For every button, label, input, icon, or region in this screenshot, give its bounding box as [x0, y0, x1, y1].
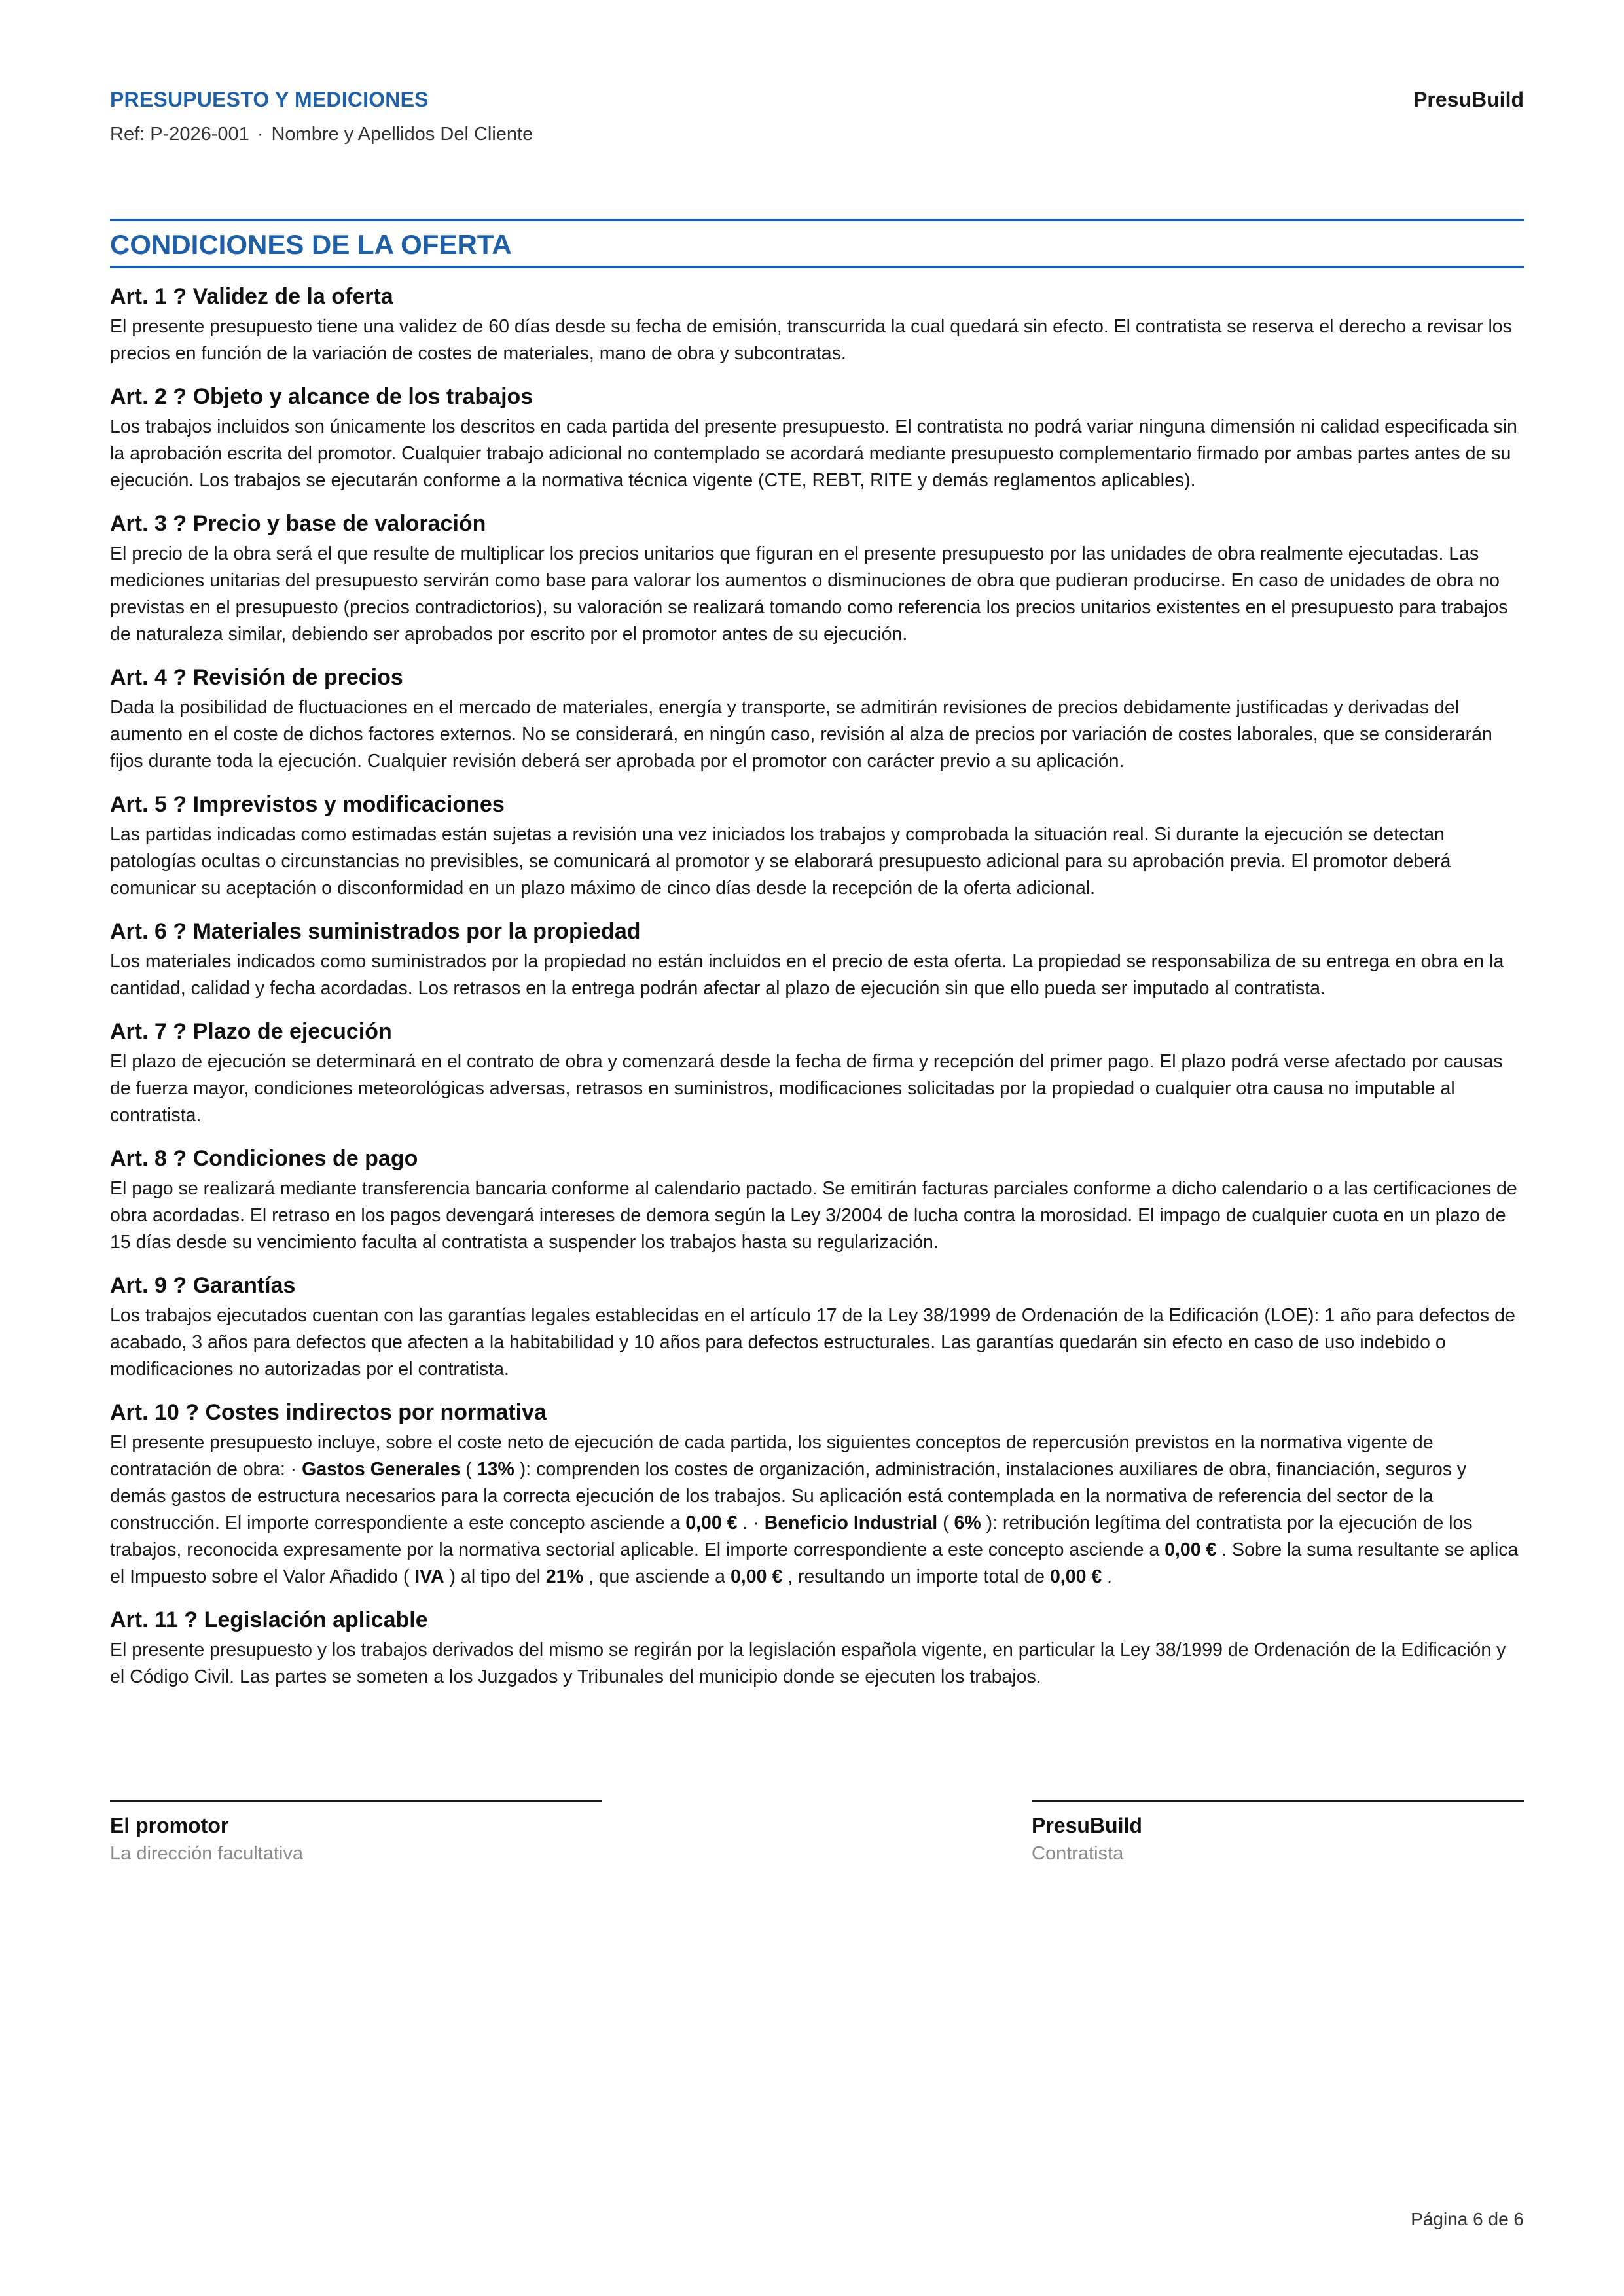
- page-number: Página 6 de 6: [1411, 2209, 1524, 2229]
- signature-contratista: [1032, 1800, 1524, 1865]
- text-segment: ) al tipo del: [444, 1566, 546, 1587]
- article-title: Art. 2 ? Objeto y alcance de los trabajos: [110, 384, 533, 409]
- article-body: El plazo de ejecución se determinará en el contrato de obra y comenzará desde la fecha de firma y recepción del primer pago. El plazo podrá verse afectado por causas de fuerza mayor, condiciones meteorológicas adversas, retrasos en suministros, modificaciones solicitadas por la propiedad o cualquier otra causa no imputable al contratista.: [110, 1051, 1503, 1126]
- client-name: Nombre y Apellidos Del Cliente: [271, 124, 533, 145]
- beneficio-industrial-percentage: 6%: [954, 1513, 981, 1534]
- signature-block: [110, 1800, 1524, 1878]
- document-title: PRESUPUESTO Y MEDICIONES: [110, 88, 429, 111]
- signature-line: [1032, 1800, 1524, 1802]
- total-amount: 0,00 €: [1049, 1566, 1102, 1587]
- iva-label: IVA: [414, 1566, 444, 1587]
- signature-name: PresuBuild: [1032, 1814, 1142, 1837]
- beneficio-industrial-amount: 0,00 €: [1164, 1539, 1217, 1560]
- text-segment: (: [460, 1459, 477, 1480]
- article-title: Art. 3 ? Precio y base de valoración: [110, 511, 486, 536]
- gastos-generales-amount: 0,00 €: [685, 1513, 738, 1534]
- article-10: [110, 1400, 1524, 1590]
- text-segment: . Sobre la suma resultante se aplica el Impuesto sobre el Valor Añadido (: [110, 1539, 1519, 1587]
- article-7: [110, 1019, 1524, 1129]
- article-body: Dada la posibilidad de fluctuaciones en el mercado de materiales, energía y transporte, se admitirán revisiones de precios debidamente justificadas y derivadas del aumento en el coste de dichos factores externos. No se considerará, en ningún caso, revisión al alza de precios por variación de costes laborales, que se considerarán fijos durante toda la ejecución. Cualquier revisión deberá ser aprobada por el promotor con carácter previo a su aplicación.: [110, 697, 1492, 772]
- article-body: El precio de la obra será el que resulte de multiplicar los precios unitarios que figuran en el presente presupuesto por las unidades de obra realmente ejecutadas. Las mediciones unitarias del presupuesto servirán como base para valorar los aumentos o disminuciones de obra que pudieran producirse. En caso de unidades de obra no previstas en el presupuesto (precios contradictorios), su valoración se realizará tomando como referencia los precios unitarios existentes en el presupuesto para trabajos de naturaleza similar, debiendo ser aprobados por escrito por el promotor antes de su ejecución.: [110, 543, 1508, 645]
- article-body: Las partidas indicadas como estimadas están sujetas a revisión una vez iniciados los trabajos y comprobada la situación real. Si durante la ejecución se detectan patologías ocultas o circunstancias no previsibles, se comunicará al promotor y se elaborará presupuesto adicional para su aprobación previa. El promotor deberá comunicar su aceptación o disconformidad en un plazo máximo de cinco días desde la recepción de la oferta adicional.: [110, 824, 1451, 899]
- article-8: [110, 1146, 1524, 1256]
- text-segment: , resultando un importe total de: [782, 1566, 1050, 1587]
- section-title: CONDICIONES DE LA OFERTA: [110, 219, 1524, 268]
- brand-name: PresuBuild: [1413, 88, 1524, 111]
- text-segment: .: [1102, 1566, 1113, 1587]
- article-title: Art. 10 ? Costes indirectos por normativa: [110, 1400, 547, 1425]
- gastos-generales-label: Gastos Generales: [302, 1459, 461, 1480]
- reference-line: [110, 124, 1524, 145]
- article-5: [110, 792, 1524, 902]
- article-4: [110, 665, 1524, 775]
- article-title: Art. 9 ? Garantías: [110, 1273, 296, 1298]
- article-2: [110, 384, 1524, 494]
- article-title: Art. 11 ? Legislación aplicable: [110, 1607, 428, 1632]
- article-title: Art. 4 ? Revisión de precios: [110, 665, 403, 690]
- article-body: El presente presupuesto tiene una validez de 60 días desde su fecha de emisión, transcurrida la cual quedará sin efecto. El contratista se reserva el derecho a revisar los precios en función de la variación de costes de materiales, mano de obra y subcontratas.: [110, 316, 1512, 364]
- signature-role: La dirección facultativa: [110, 1843, 303, 1864]
- article-9: [110, 1273, 1524, 1383]
- text-segment: El presente presupuesto incluye, sobre el coste neto de ejecución de cada partida, los siguientes conceptos de repercusión previstos en la normativa vigente de contratación de obra: ·: [110, 1432, 1434, 1480]
- iva-percentage: 21%: [545, 1566, 583, 1587]
- article-title: Art. 6 ? Materiales suministrados por la propiedad: [110, 919, 641, 944]
- signature-promotor: [110, 1800, 602, 1865]
- article-body: El presente presupuesto y los trabajos derivados del mismo se regirán por la legislación española vigente, en particular la Ley 38/1999 de Ordenación de la Edificación y el Código Civil. Las partes se someten a los Juzgados y Tribunales del municipio donde se ejecuten los trabajos.: [110, 1640, 1506, 1687]
- signature-role: Contratista: [1032, 1843, 1124, 1864]
- beneficio-industrial-label: Beneficio Industrial: [764, 1513, 938, 1534]
- page-header: [110, 88, 1524, 145]
- text-segment: . ·: [737, 1513, 765, 1534]
- article-body: El pago se realizará mediante transferencia bancaria conforme al calendario pactado. Se emitirán facturas parciales conforme a dicho calendario o a las certificaciones de obra acordadas. El retraso en los pagos devengará intereses de demora según la Ley 3/2004 de lucha contra la morosidad. El impago de cualquier cuota en un plazo de 15 días desde su vencimiento faculta al contratista a suspender los trabajos hasta su regularización.: [110, 1178, 1517, 1253]
- signature-name: El promotor: [110, 1814, 229, 1837]
- text-segment: ): comprenden los costes de organización, administración, instalaciones auxiliares de obra, financiación, seguros y demás gastos de estructura necesarios para la correcta ejecución de los trabajos. Su aplicación está contemplada en la normativa de referencia del sector de la construcción. El importe correspondiente a este concepto asciende a: [110, 1459, 1467, 1534]
- separator: ·: [257, 124, 264, 145]
- article-3: [110, 511, 1524, 648]
- article-body: Los trabajos ejecutados cuentan con las garantías legales establecidas en el artículo 17 de la Ley 38/1999 de Ordenación de la Edificación (LOE): 1 año para defectos de acabado, 3 años para defectos que afecten a la habitabilidad y 10 años para defectos estructurales. Las garantías quedarán sin efecto en caso de uso indebido o modificaciones no autorizadas por el contratista.: [110, 1305, 1515, 1380]
- text-segment: ): retribución legítima del contratista por la ejecución de los trabajos, reconocida expresamente por la normativa sectorial aplicable. El importe correspondiente a este concepto asciende a: [110, 1513, 1473, 1560]
- gastos-generales-percentage: 13%: [477, 1459, 514, 1480]
- article-body: [110, 1429, 1524, 1590]
- article-body: Los materiales indicados como suministrados por la propiedad no están incluidos en el precio de esta oferta. La propiedad se responsabiliza de su entrega en obra en la cantidad, calidad y fecha acordadas. Los retrasos en la entrega podrán afectar al plazo de ejecución sin que ello pueda ser imputado al contratista.: [110, 951, 1504, 999]
- article-title: Art. 1 ? Validez de la oferta: [110, 284, 393, 309]
- article-title: Art. 5 ? Imprevistos y modificaciones: [110, 792, 505, 817]
- article-body: Los trabajos incluidos son únicamente los descritos en cada partida del presente presupuesto. El contratista no podrá variar ninguna dimensión ni calidad especificada sin la aprobación escrita del promotor. Cualquier trabajo adicional no contemplado se acordará mediante presupuesto complementario firmado por ambas partes antes de su ejecución. Los trabajos se ejecutarán conforme a la normativa técnica vigente (CTE, REBT, RITE y demás reglamentos aplicables).: [110, 416, 1517, 491]
- text-segment: (: [937, 1513, 954, 1534]
- article-1: [110, 284, 1524, 367]
- reference-number: Ref: P-2026-001: [110, 124, 249, 145]
- signature-line: [110, 1800, 602, 1802]
- iva-amount: 0,00 €: [730, 1566, 783, 1587]
- articles-list: [110, 284, 1524, 1708]
- article-title: Art. 8 ? Condiciones de pago: [110, 1146, 418, 1171]
- text-segment: , que asciende a: [583, 1566, 731, 1587]
- article-6: [110, 919, 1524, 1002]
- article-title: Art. 7 ? Plazo de ejecución: [110, 1019, 392, 1044]
- article-11: [110, 1607, 1524, 1691]
